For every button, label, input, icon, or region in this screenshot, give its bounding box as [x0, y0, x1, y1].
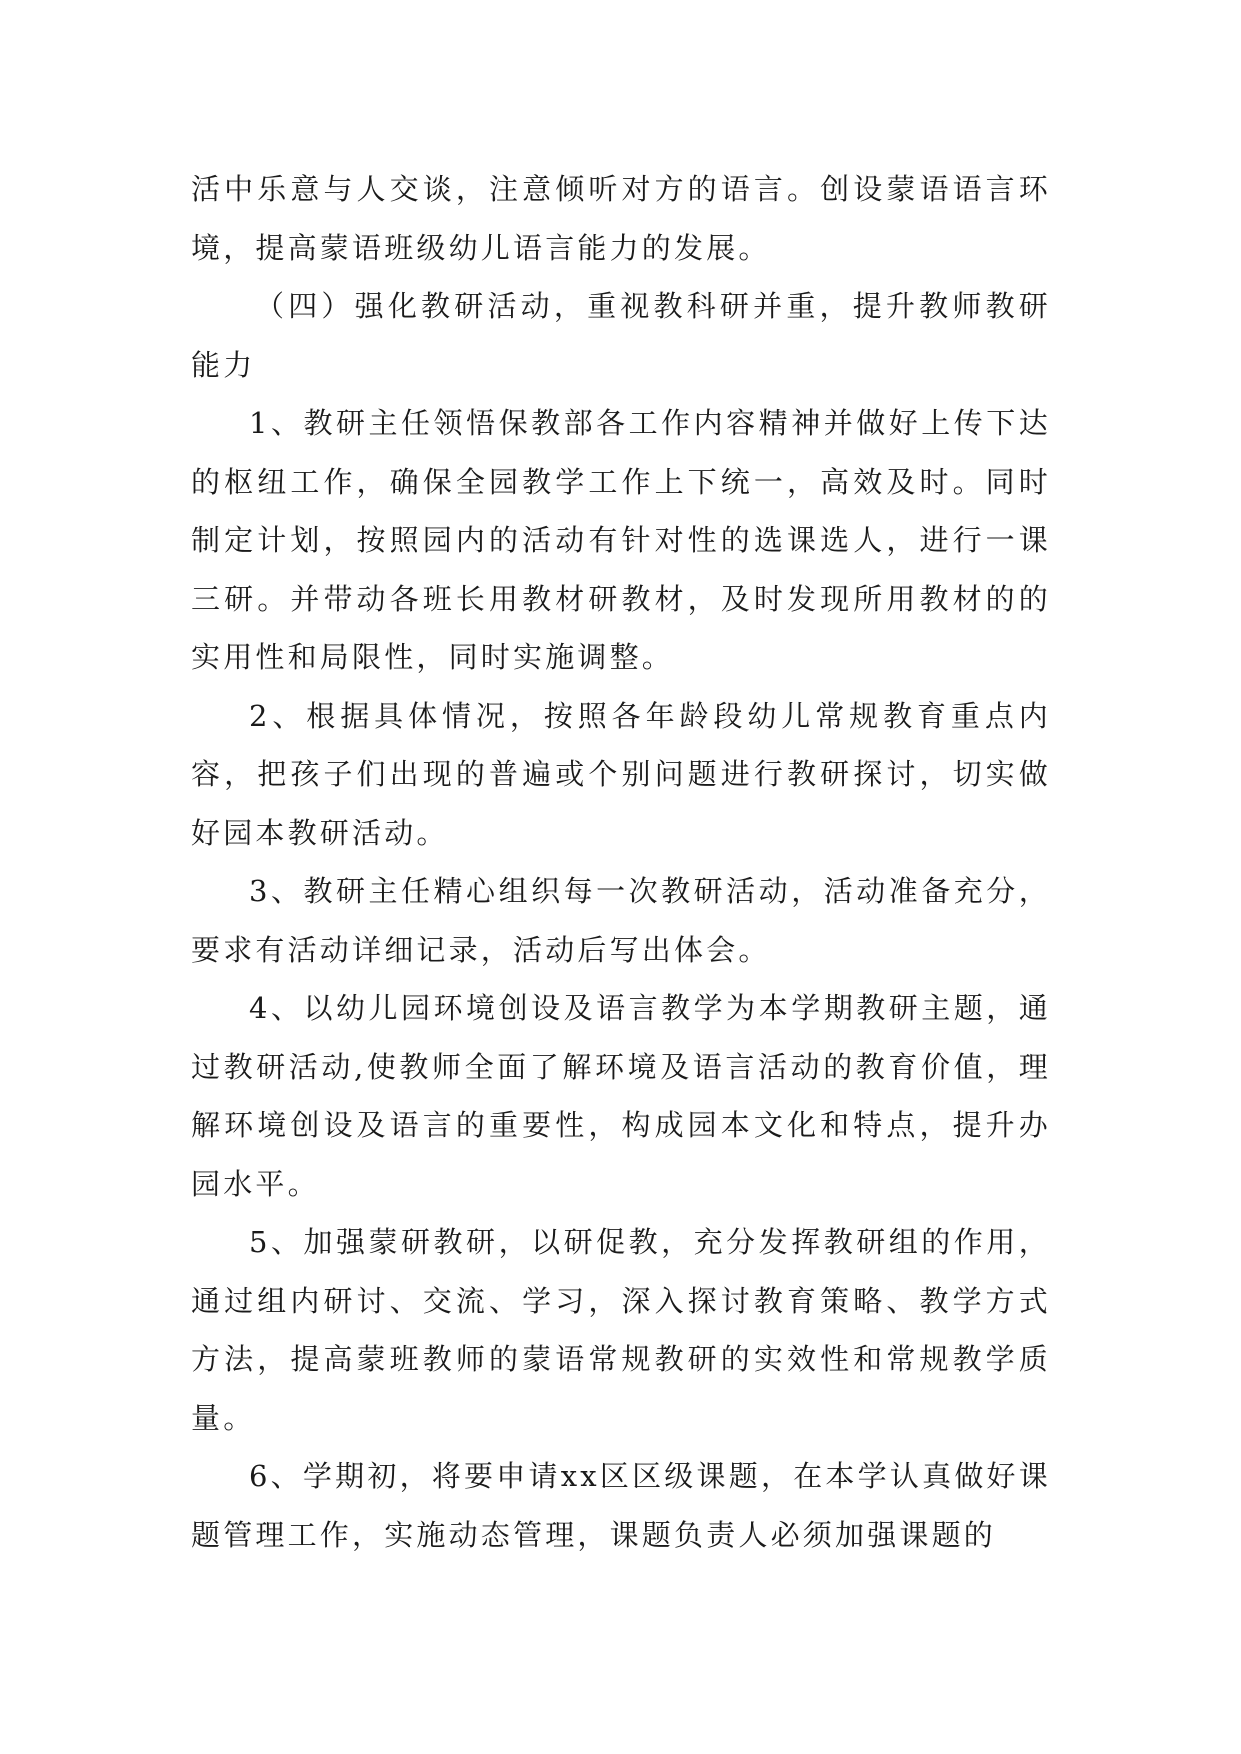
- document-body: [191, 160, 1051, 1564]
- paragraph: 2、根据具体情况，按照各年龄段幼儿常规教育重点内容，把孩子们出现的普遍或个别问题进行教研探讨，切实做好园本教研活动。: [191, 698, 1051, 850]
- section-heading: （四）强化教研活动，重视教科研并重，提升教师教研能力: [191, 289, 1051, 382]
- paragraph: 1、教研主任领悟保教部各工作内容精神并做好上传下达的枢纽工作，确保全园教学工作上下统一，高效及时。同时制定计划，按照园内的活动有针对性的选课选人，进行一课三研。并带动各班长用教材研教材，及时发现所用教材的的实用性和局限性，同时实施调整。: [191, 406, 1051, 674]
- paragraph: 6、学期初，将要申请xx区区级课题，在本学认真做好课题管理工作，实施动态管理，课题负责人必须加强课题的: [191, 1459, 1051, 1552]
- paragraph: 5、加强蒙研教研，以研促教，充分发挥教研组的作用，通过组内研讨、交流、学习，深入探讨教育策略、教学方式方法，提高蒙班教师的蒙语常规教研的实效性和常规教学质量。: [191, 1225, 1051, 1435]
- paragraph: 3、教研主任精心组织每一次教研活动，活动准备充分，要求有活动详细记录，活动后写出体会。: [191, 874, 1051, 967]
- paragraph: 活中乐意与人交谈，注意倾听对方的语言。创设蒙语语言环境，提高蒙语班级幼儿语言能力的发展。: [191, 172, 1051, 265]
- paragraph: 4、以幼儿园环境创设及语言教学为本学期教研主题，通过教研活动,使教师全面了解环境及语言活动的教育价值，理解环境创设及语言的重要性，构成园本文化和特点，提升办园水平。: [191, 991, 1051, 1201]
